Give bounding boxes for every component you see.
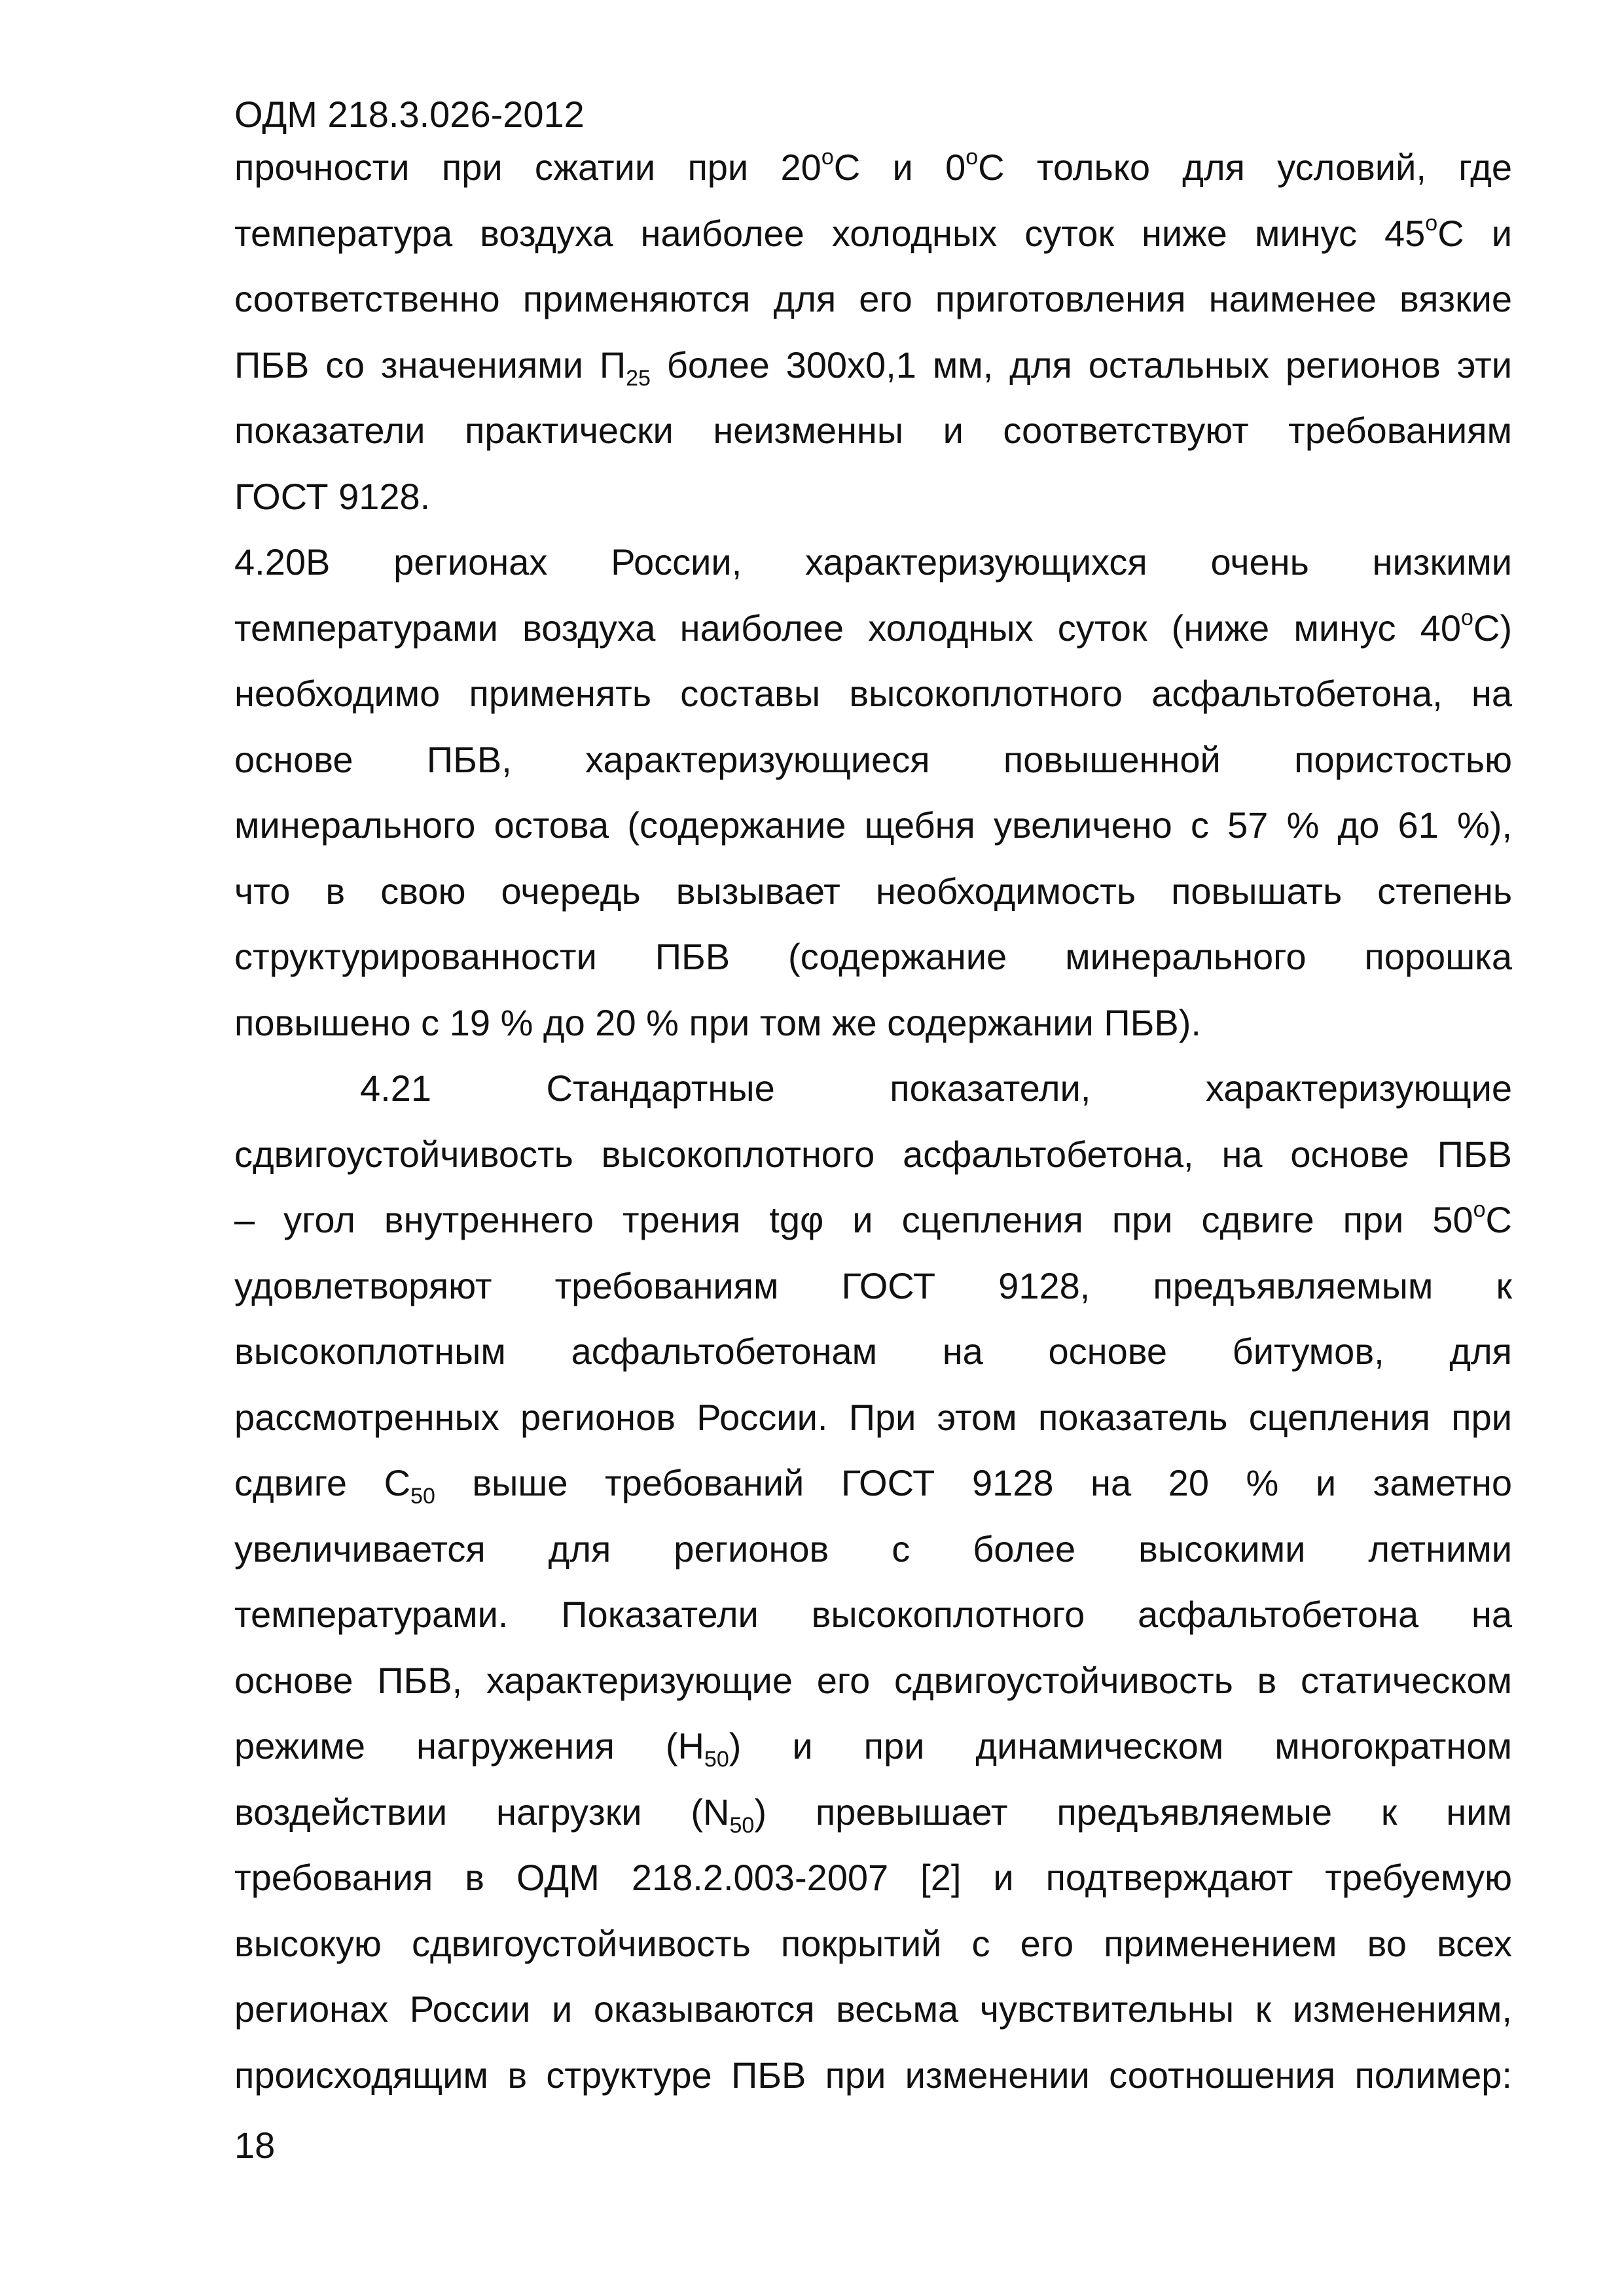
superscript: o — [1473, 1197, 1486, 1222]
text-line — [234, 1253, 1512, 1319]
text-segment: соответственно применяются для его приготовления наименее вязкие — [234, 278, 1512, 319]
text-segment: С и 0 — [833, 147, 966, 188]
text-segment: ) превышает предъявляемые к ним — [754, 1791, 1512, 1833]
text-segment: удовлетворяют требованиям ГОСТ 9128, предъявляемым к — [234, 1265, 1512, 1306]
text-line — [234, 859, 1512, 925]
text-line — [234, 1187, 1512, 1253]
text-segment: температурами воздуха наиболее холодных суток (ниже минус 40 — [234, 607, 1461, 649]
text-segment: температурами. Показатели высокоплотного асфальтобетона на — [234, 1594, 1512, 1635]
text-segment: температура воздуха наиболее холодных суток ниже минус 45 — [234, 212, 1426, 254]
text-line — [234, 1780, 1512, 1846]
text-segment: – угол внутреннего трения tgφ и сцепления при сдвиге при 50 — [234, 1199, 1473, 1240]
text-segment: 4.21 Стандартные показатели, характеризующие — [360, 1067, 1512, 1109]
text-segment: минерального остова (содержание щебня увеличено с 57 % до 61 %), — [234, 804, 1512, 846]
text-segment: С только для условий, где — [978, 147, 1513, 188]
text-line — [234, 1319, 1512, 1385]
body-text — [234, 135, 1512, 2108]
superscript: o — [821, 145, 834, 170]
text-line — [234, 596, 1512, 662]
text-segment: ПБВ со значениями П — [234, 344, 626, 386]
text-segment: регионах России и оказываются весьма чувствительны к изменениям, — [234, 1988, 1512, 2030]
text-line — [234, 1056, 1512, 1122]
text-line — [234, 727, 1512, 793]
text-line — [234, 1122, 1512, 1188]
text-line — [234, 1385, 1512, 1451]
text-segment: выше требований ГОСТ 9128 на 20 % и заметно — [435, 1462, 1513, 1503]
page-number: 18 — [234, 2125, 276, 2166]
text-line — [234, 1911, 1512, 1977]
text-line — [234, 1450, 1512, 1516]
subscript: 50 — [410, 1484, 435, 1509]
text-segment: С и — [1437, 212, 1512, 254]
text-segment: рассмотренных регионов России. При этом показатель сцепления при — [234, 1396, 1512, 1438]
subscript: 50 — [704, 1747, 729, 1772]
text-segment: увеличивается для регионов с более высокими летними — [234, 1528, 1512, 1570]
text-segment: необходимо применять составы высокоплотного асфальтобетона, на — [234, 673, 1512, 714]
text-line — [234, 793, 1512, 859]
text-line — [234, 661, 1512, 727]
text-segment: ) и при динамическом многократном — [729, 1725, 1512, 1767]
text-segment: режиме нагружения (Н — [234, 1725, 704, 1767]
text-line — [234, 464, 1512, 530]
text-line — [234, 266, 1512, 332]
text-line — [234, 924, 1512, 990]
superscript: o — [965, 145, 979, 170]
text-line — [234, 529, 1512, 596]
text-line — [234, 332, 1512, 399]
superscript: o — [1425, 210, 1438, 236]
text-segment: С — [1485, 1199, 1512, 1240]
text-segment: показатели практически неизменны и соответствуют требованиям — [234, 410, 1512, 451]
text-segment: высокую сдвигоустойчивость покрытий с его применением во всех — [234, 1922, 1512, 1964]
text-segment: сдвигоустойчивость высокоплотного асфальтобетона, на основе ПБВ — [234, 1133, 1512, 1175]
text-line — [234, 990, 1512, 1056]
text-line — [234, 1713, 1512, 1780]
text-line — [234, 1516, 1512, 1583]
subscript: 25 — [626, 365, 651, 391]
text-segment: прочности при сжатии при 20 — [234, 147, 821, 188]
text-segment: основе ПБВ, характеризующие его сдвигоустойчивость в статическом — [234, 1659, 1512, 1701]
text-line — [234, 398, 1512, 464]
text-line — [234, 1977, 1512, 2043]
subscript: 50 — [729, 1812, 755, 1838]
text-segment: что в свою очередь вызывает необходимость повышать степень — [234, 870, 1512, 912]
superscript: o — [1460, 605, 1473, 630]
text-segment: воздействии нагрузки (N — [234, 1791, 730, 1833]
text-segment: повышено с 19 % до 20 % при том же содержании ПБВ). — [234, 1001, 1201, 1043]
text-segment: С) — [1473, 607, 1512, 649]
text-segment: более 300х0,1 мм, для остальных регионов эти — [650, 344, 1512, 386]
text-line — [234, 1845, 1512, 1911]
text-segment: 4.20В регионах России, характеризующихся очень низкими — [234, 541, 1512, 583]
text-line — [234, 201, 1512, 267]
text-segment: происходящим в структуре ПБВ при изменении соотношения полимер: — [234, 2054, 1512, 2096]
text-line — [234, 1648, 1512, 1714]
text-segment: основе ПБВ, характеризующиеся повышенной пористостью — [234, 738, 1512, 780]
text-segment: структурированности ПБВ (содержание минерального порошка — [234, 936, 1512, 977]
text-segment: сдвиге С — [234, 1462, 411, 1503]
text-line — [234, 1582, 1512, 1648]
text-segment: высокоплотным асфальтобетонам на основе битумов, для — [234, 1331, 1512, 1372]
text-line — [234, 2043, 1512, 2109]
text-segment: ГОСТ 9128. — [234, 475, 431, 517]
document-code-header: ОДМ 218.3.026-2012 — [234, 94, 585, 135]
text-segment: требования в ОДМ 218.2.003-2007 [2] и подтверждают требуемую — [234, 1857, 1512, 1898]
text-line — [234, 135, 1512, 201]
